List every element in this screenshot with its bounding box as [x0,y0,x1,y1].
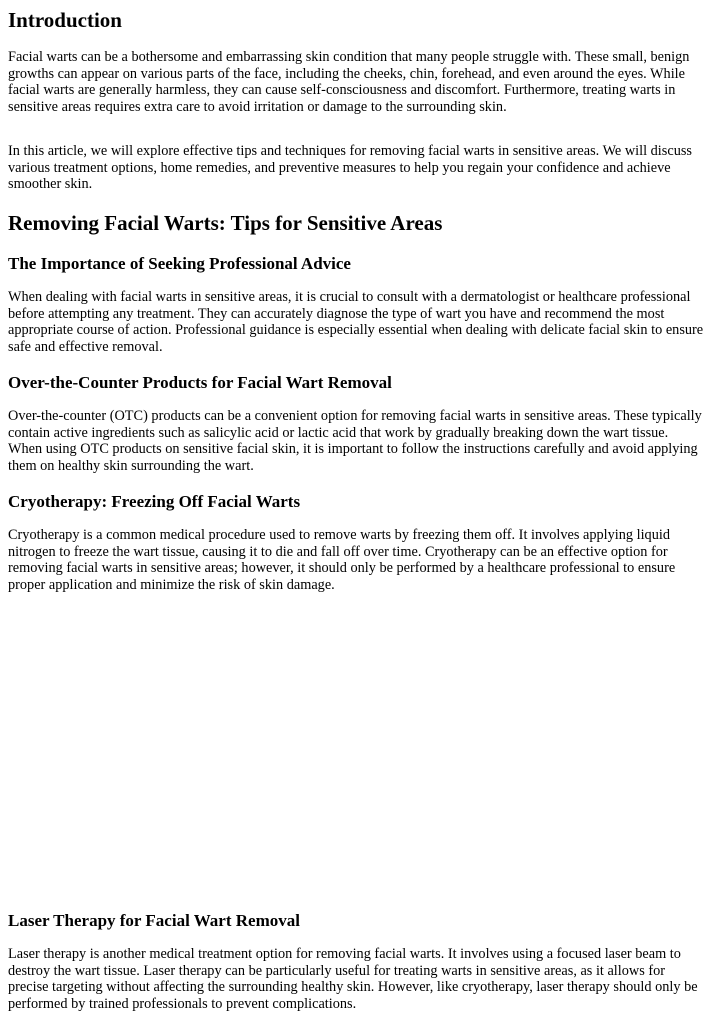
text-line: sensitive areas requires extra care to avoid irritation or damage to the surrounding skin. [8,98,507,115]
intro-paragraph-2 [8,143,692,193]
main-heading: Removing Facial Warts: Tips for Sensitive Areas [8,211,443,235]
text-line: When dealing with facial warts in sensitive areas, it is crucial to consult with a dermatologist or healthcare professional [8,289,691,305]
text-line: Over-the-counter (OTC) products can be a convenient option for removing facial warts in sensitive areas. These typically [8,408,702,424]
text-line: performed by trained professionals to prevent complications. [8,995,357,1012]
section-paragraph [8,946,698,1012]
text-line: before attempting any treatment. They can accurately diagnose the type of wart you have and recommend the most [8,305,665,322]
text-line: safe and effective removal. [8,338,163,355]
text-line: removing facial warts in sensitive areas; however, it should only be performed by a healthcare professional to ensure [8,560,676,576]
text-line: When using OTC products on sensitive facial skin, it is important to follow the instructions carefully and avoid applying [8,441,698,457]
text-line: destroy the wart tissue. Laser therapy can be particularly useful for treating warts in sensitive areas, as it allows for [8,962,666,979]
section-paragraph [8,289,703,355]
text-line: nitrogen to freeze the wart tissue, causing it to die and fall off over time. Cryotherapy can be an effective option for [8,543,668,560]
text-line: In this article, we will explore effective tips and techniques for removing facial warts in sensitive areas. We will discuss [8,143,692,159]
section-paragraph [8,527,675,593]
text-line: contain active ingredients such as salicylic acid or lactic acid that work by gradually breaking down the wart tissue. [8,424,669,441]
text-line: Laser therapy is another medical treatment option for removing facial warts. It involves using a focused laser beam to [8,946,681,962]
text-line: smoother skin. [8,176,93,192]
section-heading: The Importance of Seeking Professional Advice [8,254,351,273]
section-heading: Over-the-Counter Products for Facial Wart Removal [8,373,392,392]
section-heading: Cryotherapy: Freezing Off Facial Warts [8,492,301,511]
text-line: appropriate course of action. Professional guidance is especially essential when dealing with delicate facial skin to ensure [8,322,704,338]
section-paragraph [8,408,702,474]
text-line: growths can appear on various parts of the face, including the cheeks, chin, forehead, and even around the eyes. While [8,65,685,82]
text-line: facial warts are generally harmless, they can cause self-consciousness and discomfort. Furthermore, treating warts in [8,82,676,98]
text-line: Facial warts can be a bothersome and embarrassing skin condition that many people struggle with. These small, benign [8,49,690,65]
text-line: proper application and minimize the risk of skin damage. [8,576,335,593]
text-line: precise targeting without affecting the surrounding healthy skin. However, like cryotherapy, laser therapy should only be [8,979,698,995]
text-line: Cryotherapy is a common medical procedure used to remove warts by freezing them off. It involves applying liquid [8,527,670,543]
text-line: various treatment options, home remedies, and preventive measures to help you regain your confidence and achieve [8,159,671,176]
section-heading: Laser Therapy for Facial Wart Removal [8,911,300,930]
intro-heading: Introduction [8,8,122,32]
intro-paragraph-1 [8,49,689,115]
text-line: them on healthy skin surrounding the wart. [8,457,254,474]
